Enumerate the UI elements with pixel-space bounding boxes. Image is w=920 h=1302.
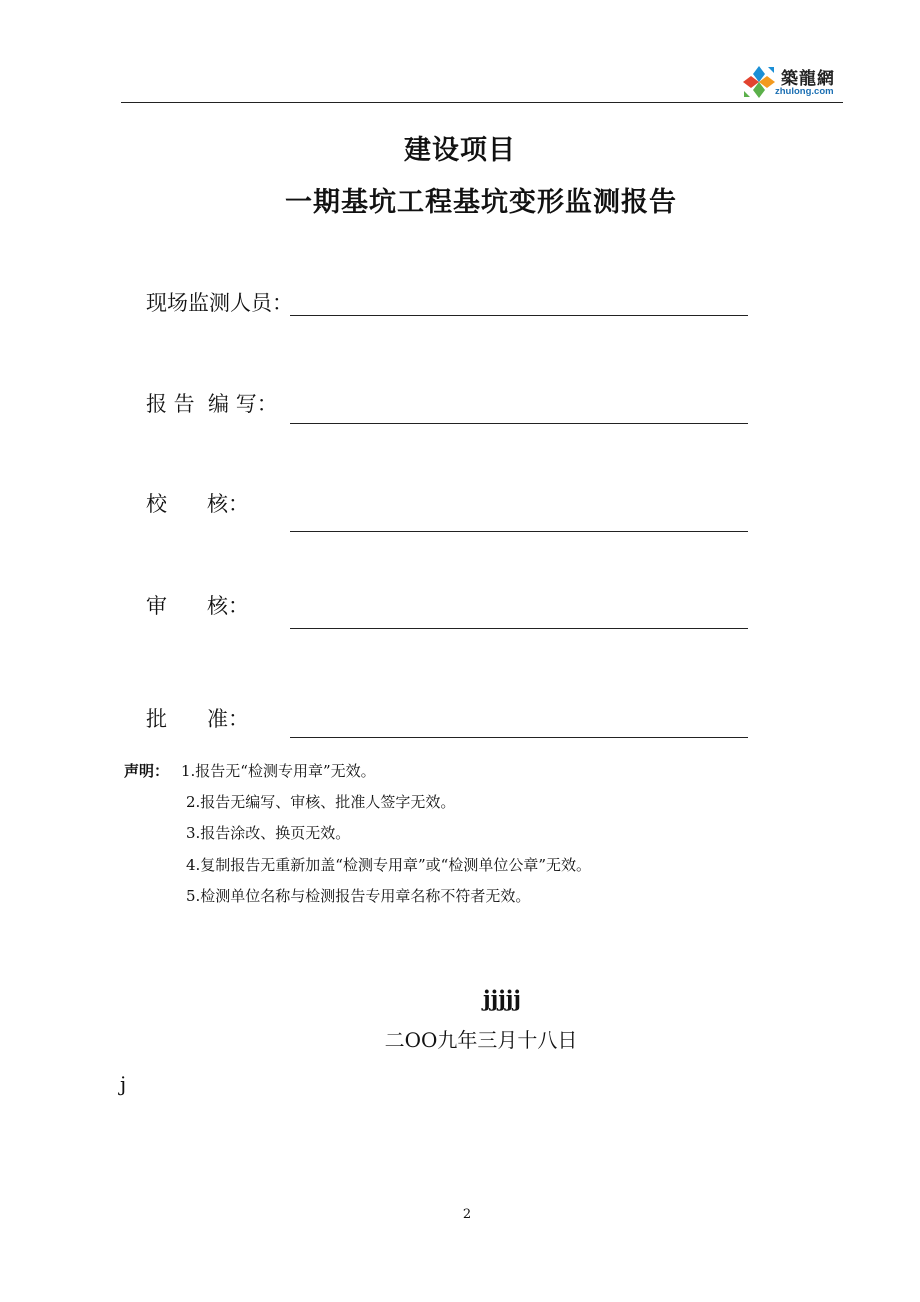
statement-item: 1.报告无“检测专用章”无效。 [181, 762, 376, 780]
reviewer-signature-line [290, 628, 748, 629]
statement-item: 2.报告无编写、审核、批准人签字无效。 [186, 793, 456, 811]
monitoring-staff-label: 现场监测人员： [146, 291, 293, 315]
statement-item: 3.报告涂改、换页无效。 [186, 824, 351, 842]
report-author-signature-line [290, 423, 748, 424]
report-title-project: 建设项目 [404, 135, 516, 166]
report-title-main: 一期基坑工程基坑变形监测报告 [285, 187, 677, 218]
statement-item: 5.检测单位名称与检测报告专用章名称不符者无效。 [186, 887, 531, 905]
statement-item: 4.复制报告无重新加盖“检测专用章”或“检测单位公章”无效。 [186, 856, 591, 874]
report-author-label: 报 告 编 写： [146, 392, 278, 416]
zhulong-logo-icon [741, 64, 777, 100]
stray-text: j [120, 1072, 127, 1096]
report-date: 二OO九年三月十八日 [384, 1028, 578, 1052]
logo-domain: zhulong.com [775, 86, 834, 97]
approver-label: 批 准： [146, 707, 250, 731]
page-number: 2 [462, 1207, 472, 1222]
proofreader-label: 校 核： [146, 492, 250, 516]
monitoring-staff-signature-line [290, 315, 748, 316]
statement-heading: 声明： [124, 762, 170, 780]
reviewer-label: 审 核： [146, 594, 250, 618]
logo-name: 築龍網 [781, 69, 835, 89]
organization-name: jjjjj [483, 986, 521, 1011]
approver-signature-line [290, 737, 748, 738]
header-divider [121, 102, 843, 103]
proofreader-signature-line [290, 531, 748, 532]
zhulong-logo [741, 62, 845, 100]
